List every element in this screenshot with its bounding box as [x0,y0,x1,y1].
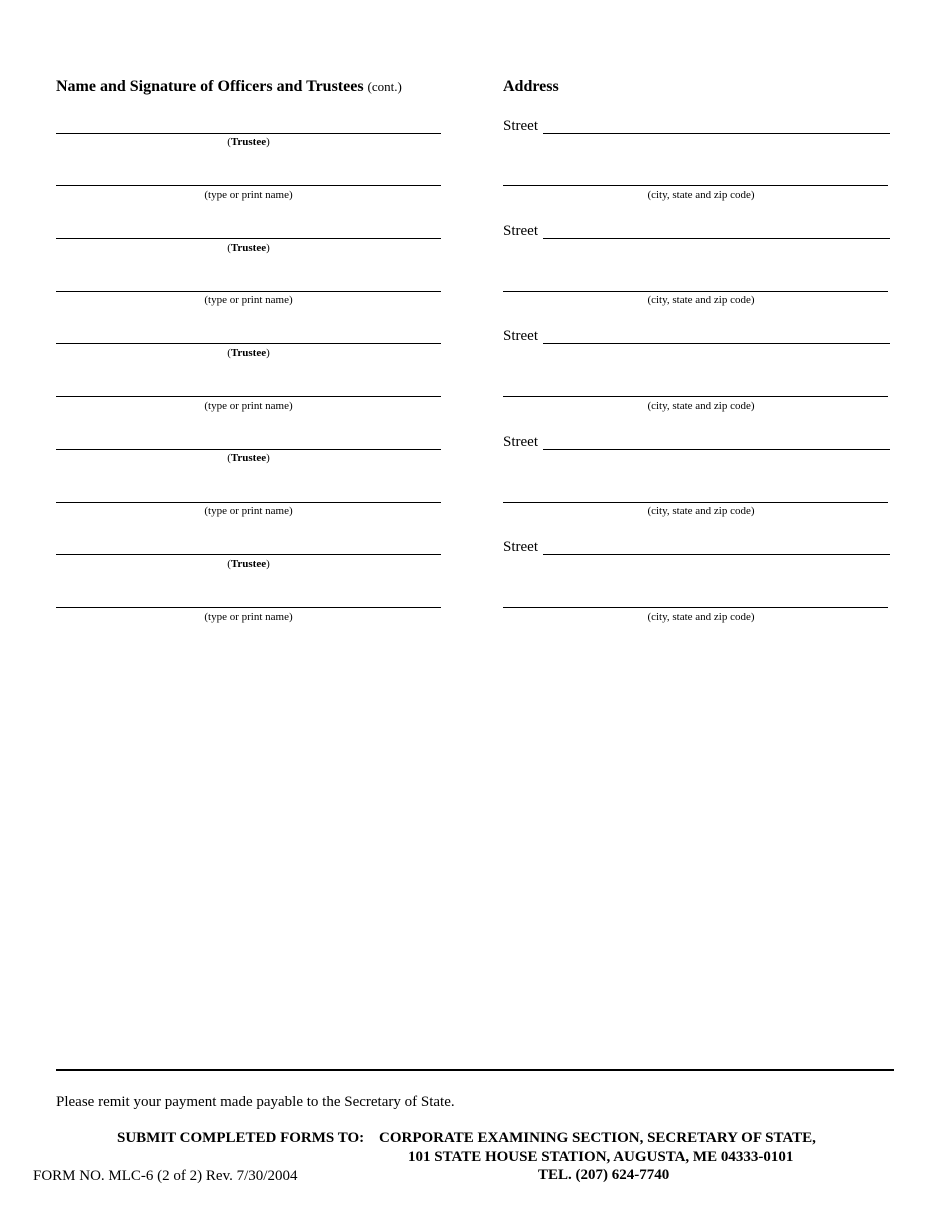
trustee-caption-1: (Trustee) [227,136,270,148]
form-number: FORM NO. MLC-6 (2 of 2) Rev. 7/30/2004 [33,1168,298,1184]
signatures-heading-text: Name and Signature of Officers and Trustees [56,78,364,95]
trustee-role-3: Trustee [230,347,267,359]
print-name-caption-4: (type or print name) [204,505,293,517]
street-line-5[interactable] [543,554,890,555]
trustee-role-2: Trustee [230,242,267,254]
trustee-role-1: Trustee [230,136,267,148]
city-state-zip-line-4[interactable] [503,502,888,503]
trustee-caption-2: (Trustee) [227,242,270,254]
city-state-zip-line-2[interactable] [503,291,888,292]
submit-telephone: TEL. (207) 624-7740 [538,1167,670,1183]
city-state-zip-caption-4: (city, state and zip code) [647,505,755,517]
print-name-line-1[interactable] [56,185,441,186]
submit-address-line-1: CORPORATE EXAMINING SECTION, SECRETARY OF STATE, [379,1130,816,1146]
trustee-signature-line-3[interactable] [56,343,441,344]
city-state-zip-line-3[interactable] [503,396,888,397]
street-line-3[interactable] [543,343,890,344]
street-line-4[interactable] [543,449,890,450]
street-label-1: Street [503,118,538,134]
street-label-2: Street [503,223,538,239]
print-name-line-2[interactable] [56,291,441,292]
street-line-1[interactable] [543,133,890,134]
print-name-caption-3: (type or print name) [204,400,293,412]
trustee-signature-line-4[interactable] [56,449,441,450]
address-column-heading: Address [503,78,559,95]
print-name-caption-5: (type or print name) [204,611,293,623]
print-name-line-5[interactable] [56,607,441,608]
footer-divider [56,1069,894,1071]
street-label-5: Street [503,539,538,555]
trustee-caption-5: (Trustee) [227,558,270,570]
print-name-caption-2: (type or print name) [204,294,293,306]
continued-note: (cont.) [367,79,402,94]
print-name-line-3[interactable] [56,396,441,397]
city-state-zip-caption-2: (city, state and zip code) [647,294,755,306]
city-state-zip-line-1[interactable] [503,185,888,186]
print-name-line-4[interactable] [56,502,441,503]
remit-payment-note: Please remit your payment made payable to the Secretary of State. [56,1094,455,1110]
signatures-column-heading [56,78,402,96]
trustee-signature-line-2[interactable] [56,238,441,239]
submit-label: SUBMIT COMPLETED FORMS TO: [117,1130,365,1146]
city-state-zip-caption-5: (city, state and zip code) [647,611,755,623]
print-name-caption-1: (type or print name) [204,189,293,201]
trustee-role-5: Trustee [230,558,267,570]
trustee-role-4: Trustee [230,452,267,464]
trustee-caption-4: (Trustee) [227,452,270,464]
trustee-signature-line-5[interactable] [56,554,441,555]
city-state-zip-caption-3: (city, state and zip code) [647,400,755,412]
street-line-2[interactable] [543,238,890,239]
street-label-4: Street [503,434,538,450]
street-label-3: Street [503,328,538,344]
city-state-zip-line-5[interactable] [503,607,888,608]
trustee-caption-3: (Trustee) [227,347,270,359]
city-state-zip-caption-1: (city, state and zip code) [647,189,755,201]
submit-address-line-2: 101 STATE HOUSE STATION, AUGUSTA, ME 04333-0101 [408,1149,794,1165]
trustee-signature-line-1[interactable] [56,133,441,134]
